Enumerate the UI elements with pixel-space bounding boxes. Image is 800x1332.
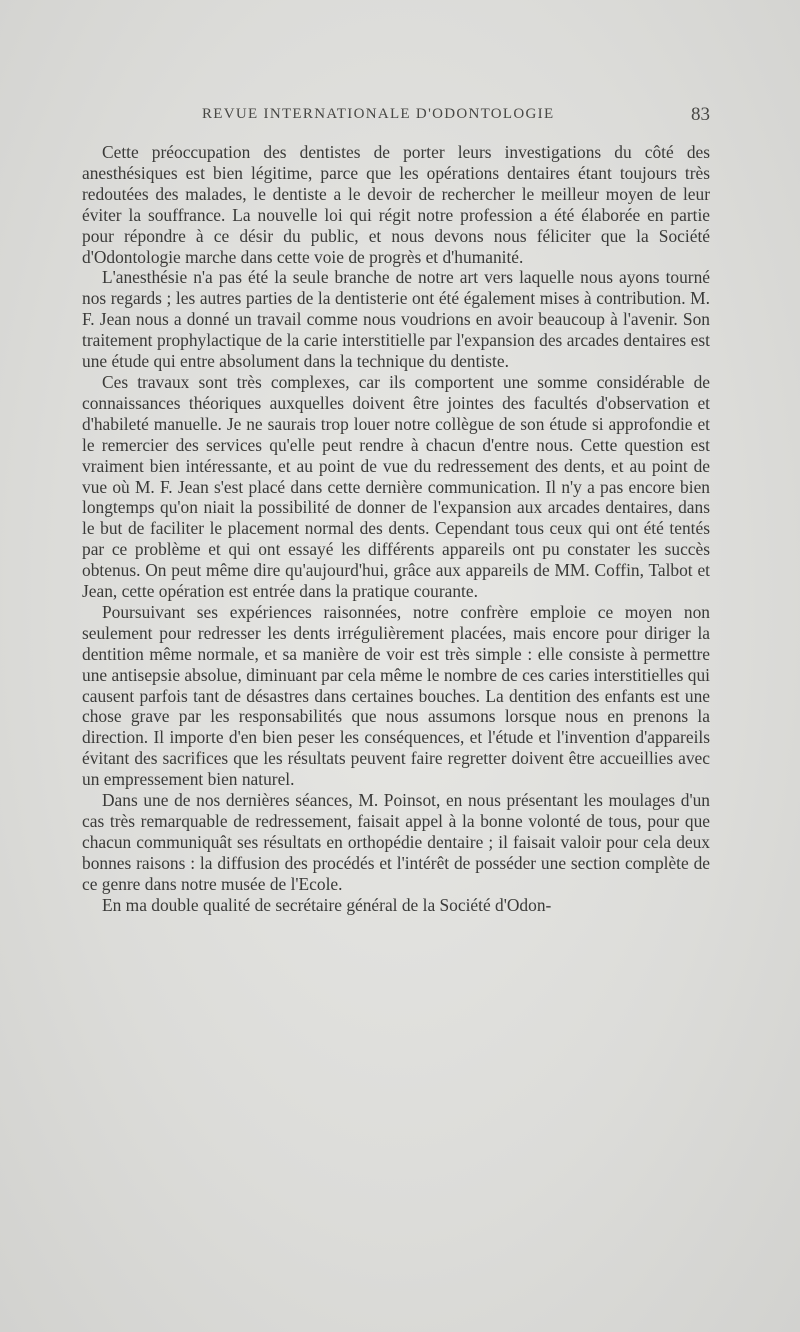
paragraph-secretary: En ma double qualité de secrétaire général de la Société d'Odon-: [102, 894, 552, 915]
paragraph-complex-works: Ces travaux sont très complexes, car ils comportent une somme considérable de connaissances théoriques auxquelles doivent être jointes des facultés d'observation et d'habileté manuelle. Je ne saurais trop louer notre collègue de son étude si approfondie et le remercier des services qu'elle peut rendre à chacun d'entre nous. Cette question est vraiment bien intéressante, et au point de vue du redressement des dents, et au point de vue où M. F. Jean s'est placé dans cette dernière communication. Il n'y a pas encore bien longtemps qu'on niait la possibilité de donner de l'expansion aux arcades dentaires, dans le but de faciliter le placement normal des dents. Cependant tous ceux qui ont été tentés par ce problème et qui ont essayé les différents appareils ont pu constater les succès obtenus. On peut même dire qu'aujourd'hui, grâce aux appareils de MM. Coffin, Talbot et Jean, cette opération est entrée dans la pratique courante.: [82, 371, 710, 602]
body-text: [82, 142, 710, 916]
paragraph-anesthesia-concern: Cette préoccupation des dentistes de porter leurs investigations du côté des anesthésiques est bien légitime, parce que les opérations dentaires étant toujours très redoutées des malades, le dentiste a le devoir de rechercher le meilleur moyen de leur éviter la souffrance. La nouvelle loi qui régit notre profession a été élaborée en partie pour répondre à ce désir du public, et nous devons nous féliciter que la Société d'Odontologie marche dans cette voie de progrès et d'humanité.: [82, 142, 710, 267]
page-number: 83: [691, 104, 710, 125]
running-title: REVUE INTERNATIONALE D'ODONTOLOGIE: [202, 106, 555, 122]
paragraph-other-branches: L'anesthésie n'a pas été la seule branche de notre art vers laquelle nous ayons tourné nos regards ; les autres parties de la dentisterie ont été également mises à contribution. M. F. Jean nous a donné un travail comme nous voudrions en avoir beaucoup à l'avenir. Son traitement prophylactique de la carie interstitielle par l'expansion des arcades dentaires est une étude qui entre absolument dans la technique du dentiste.: [82, 267, 710, 372]
running-head: [82, 106, 710, 130]
paragraph-poinsot: Dans une de nos dernières séances, M. Poinsot, en nous présentant les moulages d'un cas très remarquable de redressement, faisait appel à la bonne volonté de tous, pour que chacun communiquât ses résultats en orthopédie dentaire ; il faisait valoir pour cela deux bonnes raisons : la diffusion des procédés et l'intérêt de posséder une section complète de ce genre dans notre musée de l'Ecole.: [82, 790, 710, 894]
paragraph-experiments: Poursuivant ses expériences raisonnées, notre confrère emploie ce moyen non seulement pour redresser les dents irrégulièrement placées, mais encore pour diriger la dentition même normale, et sa manière de voir est très simple : elle consiste à permettre une antisepsie absolue, diminuant par cela même le nombre de ces caries interstitielles qui causent parfois tant de désastres dans certaines bouches. La dentition des enfants est une chose grave par les responsabilités que nous assumons lorsque nous en prenons la direction. Il importe d'en bien peser les conséquences, et l'étude et l'invention d'appareils évitant des sacrifices que les résultats peuvent faire regretter doivent être accueillies avec un empressement bien naturel.: [82, 601, 710, 790]
